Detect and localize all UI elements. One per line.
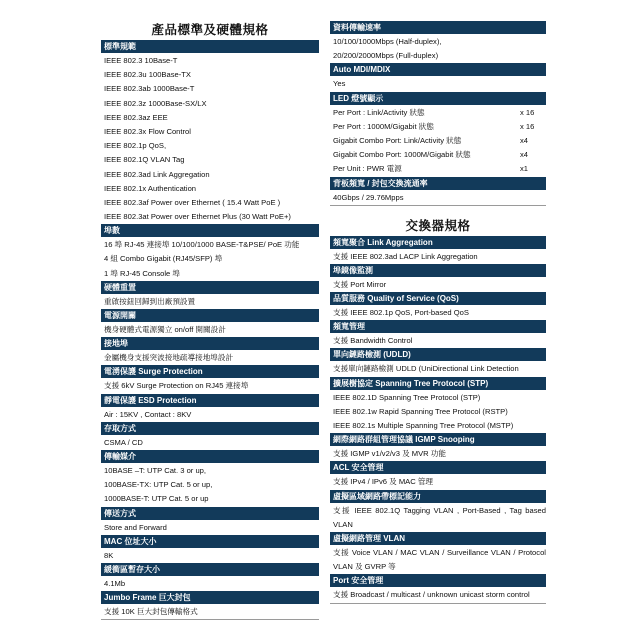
section-header-acl: ACL 安全管理 [330, 461, 546, 474]
section-header-vlan-tagging: 虛擬區域網路帶標記能力 [330, 490, 546, 503]
switch-spec-column [330, 0, 546, 604]
led-label: Gigabit Combo Port: 1000M/Gigabit 狀態 [333, 150, 471, 160]
switch-spec-title: 交換器規格 [405, 218, 471, 233]
spec-row: 支援 Bandwidth Control [333, 336, 413, 346]
led-row [330, 134, 546, 148]
led-label: Gigabit Combo Port: Link/Activity 狀態 [333, 135, 462, 145]
section-header-ports: 埠數 [101, 224, 319, 237]
spec-row: Yes [333, 79, 346, 89]
section-header-buffer: 緩衝區暫存大小 [101, 563, 319, 576]
section-header-port-security: Port 安全管理 [330, 574, 546, 587]
spec-row: 支援 Voice VLAN / MAC VLAN / Surveillance VLAN / Protocol VLAN 及 GVRP 等 [333, 547, 546, 572]
led-row [330, 148, 546, 162]
led-label: Per Unit : PWR 電源 [333, 164, 402, 174]
spec-row: IEEE 802.3 10Base-T [104, 56, 178, 65]
spec-row: 8K [104, 550, 114, 560]
led-count: x4 [520, 135, 529, 145]
led-row [330, 120, 546, 134]
spec-row: CSMA / CD [104, 437, 143, 447]
section-header-data-rate: 資料傳輸速率 [330, 21, 546, 34]
section-header-backplane: 背板頻寬 / 封包交換流通率 [330, 177, 546, 190]
spec-row: 支援 IGMP v1/v2/v3 及 MVR 功能 [333, 449, 446, 459]
spec-row: 100BASE-TX: UTP Cat. 5 or up, [104, 480, 213, 490]
spec-row: IEEE 802.1x Authentication [104, 183, 197, 193]
led-label: Per Port : 1000M/Gigabit 狀態 [333, 121, 434, 131]
spec-row: 支援 IEEE 802.1Q Tagging VLAN , Port-Based , Tag based VLAN [333, 505, 546, 529]
spec-row: 40Gbps / 29.76Mpps [330, 191, 546, 206]
spec-row: IEEE 802.3ad Link Aggregation [104, 169, 210, 179]
section-header-igmp: 網際網路群組管理協議 IGMP Snooping [330, 433, 546, 446]
section-header-standards: 標準規範 [101, 40, 319, 53]
led-count: x1 [520, 164, 529, 174]
section-header-access-method: 存取方式 [101, 422, 319, 435]
spec-row: IEEE 802.3at Power over Ethernet Plus (30 Watt PoE+) [104, 212, 291, 222]
hardware-spec-title: 產品標準及硬體規格 [151, 23, 269, 37]
section-header-port-mirror: 埠鏡像監測 [330, 264, 546, 277]
section-header-media: 傳輸媒介 [101, 450, 319, 463]
spec-row: 1 埠 RJ-45 Console 埠 [104, 268, 180, 278]
section-header-led: LED 燈號顯示 [330, 92, 546, 105]
section-header-qos: 品質服務 Quality of Service (QoS) [330, 292, 546, 305]
spec-row: 1000BASE-T: UTP Cat. 5 or up [104, 494, 209, 504]
spec-row: 支援 10K 巨大封包傳輸格式 [101, 605, 319, 620]
led-row [330, 106, 546, 120]
spec-row: 支援單向鏈路檢測 UDLD (UniDirectional Link Detection [333, 364, 519, 374]
spec-row: IEEE 802.1s Multiple Spanning Tree Protocol (MSTP) [333, 421, 514, 430]
led-count: x 16 [520, 107, 535, 117]
spec-row: 10/100/1000Mbps (Half-duplex), [333, 37, 442, 46]
spec-row: Air : 15KV , Contact : 8KV [104, 409, 192, 419]
spec-row: IEEE 802.3az EEE [104, 112, 168, 122]
spec-row: 支援 6kV Surge Protection on RJ45 連接埠 [104, 381, 249, 391]
led-count: x 16 [520, 121, 535, 131]
spec-row: 20/200/2000Mbps (Full-duplex) [333, 51, 439, 61]
spec-row: 機身硬體式電源獨立 on/off 開關設計 [104, 325, 226, 334]
spec-row: 金屬機身支援突波接地疏導接地埠設計 [104, 353, 234, 363]
spec-row: IEEE 802.1Q VLAN Tag [104, 155, 185, 165]
spec-row: 16 埠 RJ-45 連接埠 10/100/1000 BASE-T&PSE/ PoE 功能 [104, 240, 300, 250]
led-count: x4 [520, 150, 529, 160]
led-label: Per Port : Link/Activity 狀態 [333, 107, 425, 117]
section-header-power-switch: 電源開關 [101, 309, 319, 322]
spec-row: 支援 IEEE 802.3ad LACP Link Aggregation [333, 251, 478, 261]
section-header-transfer: 傳送方式 [101, 507, 319, 520]
spec-row: Store and Forward [104, 522, 167, 532]
section-header-reset: 硬體重置 [101, 281, 319, 294]
section-header-mdix: Auto MDI/MDIX [330, 63, 546, 76]
section-header-esd: 靜電保護 ESD Protection [101, 394, 319, 407]
spec-row: IEEE 802.3z 1000Base-SX/LX [104, 98, 207, 108]
section-header-jumbo: Jumbo Frame 巨大封包 [101, 591, 319, 604]
spec-row: 支援 IEEE 802.1p QoS, Port-based QoS [333, 308, 469, 318]
section-header-bandwidth: 頻寬管理 [330, 320, 546, 333]
spec-row: 支援 IPv4 / IPv6 及 MAC 管理 [333, 477, 434, 487]
spec-row: 支援 Broadcast / multicast / unknown unicast storm control [330, 588, 546, 603]
section-header-link-aggregation: 頻寬聚合 Link Aggregation [330, 236, 546, 249]
spec-row: 4 組 Combo Gigabit (RJ45/SFP) 埠 [104, 254, 223, 264]
section-header-mac: MAC 位址大小 [101, 535, 319, 548]
led-row [330, 162, 546, 176]
section-header-vlan-management: 虛擬網路管理 VLAN [330, 532, 546, 545]
section-header-udld: 單向鏈路檢測 (UDLD) [330, 348, 546, 361]
section-header-ground: 接地埠 [101, 337, 319, 350]
spec-row: IEEE 802.1D Spanning Tree Protocol (STP) [333, 392, 481, 402]
section-header-stp: 擴展樹協定 Spanning Tree Protocol (STP) [330, 377, 546, 390]
spec-row: 支援 Port Mirror [333, 279, 387, 289]
spec-row: IEEE 802.1p QoS, [104, 141, 167, 151]
section-header-surge: 電湧保護 Surge Protection [101, 365, 319, 378]
spec-row: IEEE 802.3ab 1000Base-T [104, 84, 195, 94]
spec-row: IEEE 802.1w Rapid Spanning Tree Protocol (RSTP) [333, 406, 508, 416]
spec-row: 10BASE –T: UTP Cat. 3 or up, [104, 465, 207, 475]
hardware-spec-column [101, 0, 319, 620]
spec-row: 4.1Mb [104, 578, 126, 588]
spec-row: IEEE 802.3x Flow Control [104, 126, 191, 136]
spec-row: IEEE 802.3af Power over Ethernet ( 15.4 Watt PoE ) [104, 197, 281, 207]
spec-row: IEEE 802.3u 100Base-TX [104, 70, 191, 80]
spec-row: 重啟按鈕回歸到出廠預設置 [104, 296, 196, 306]
